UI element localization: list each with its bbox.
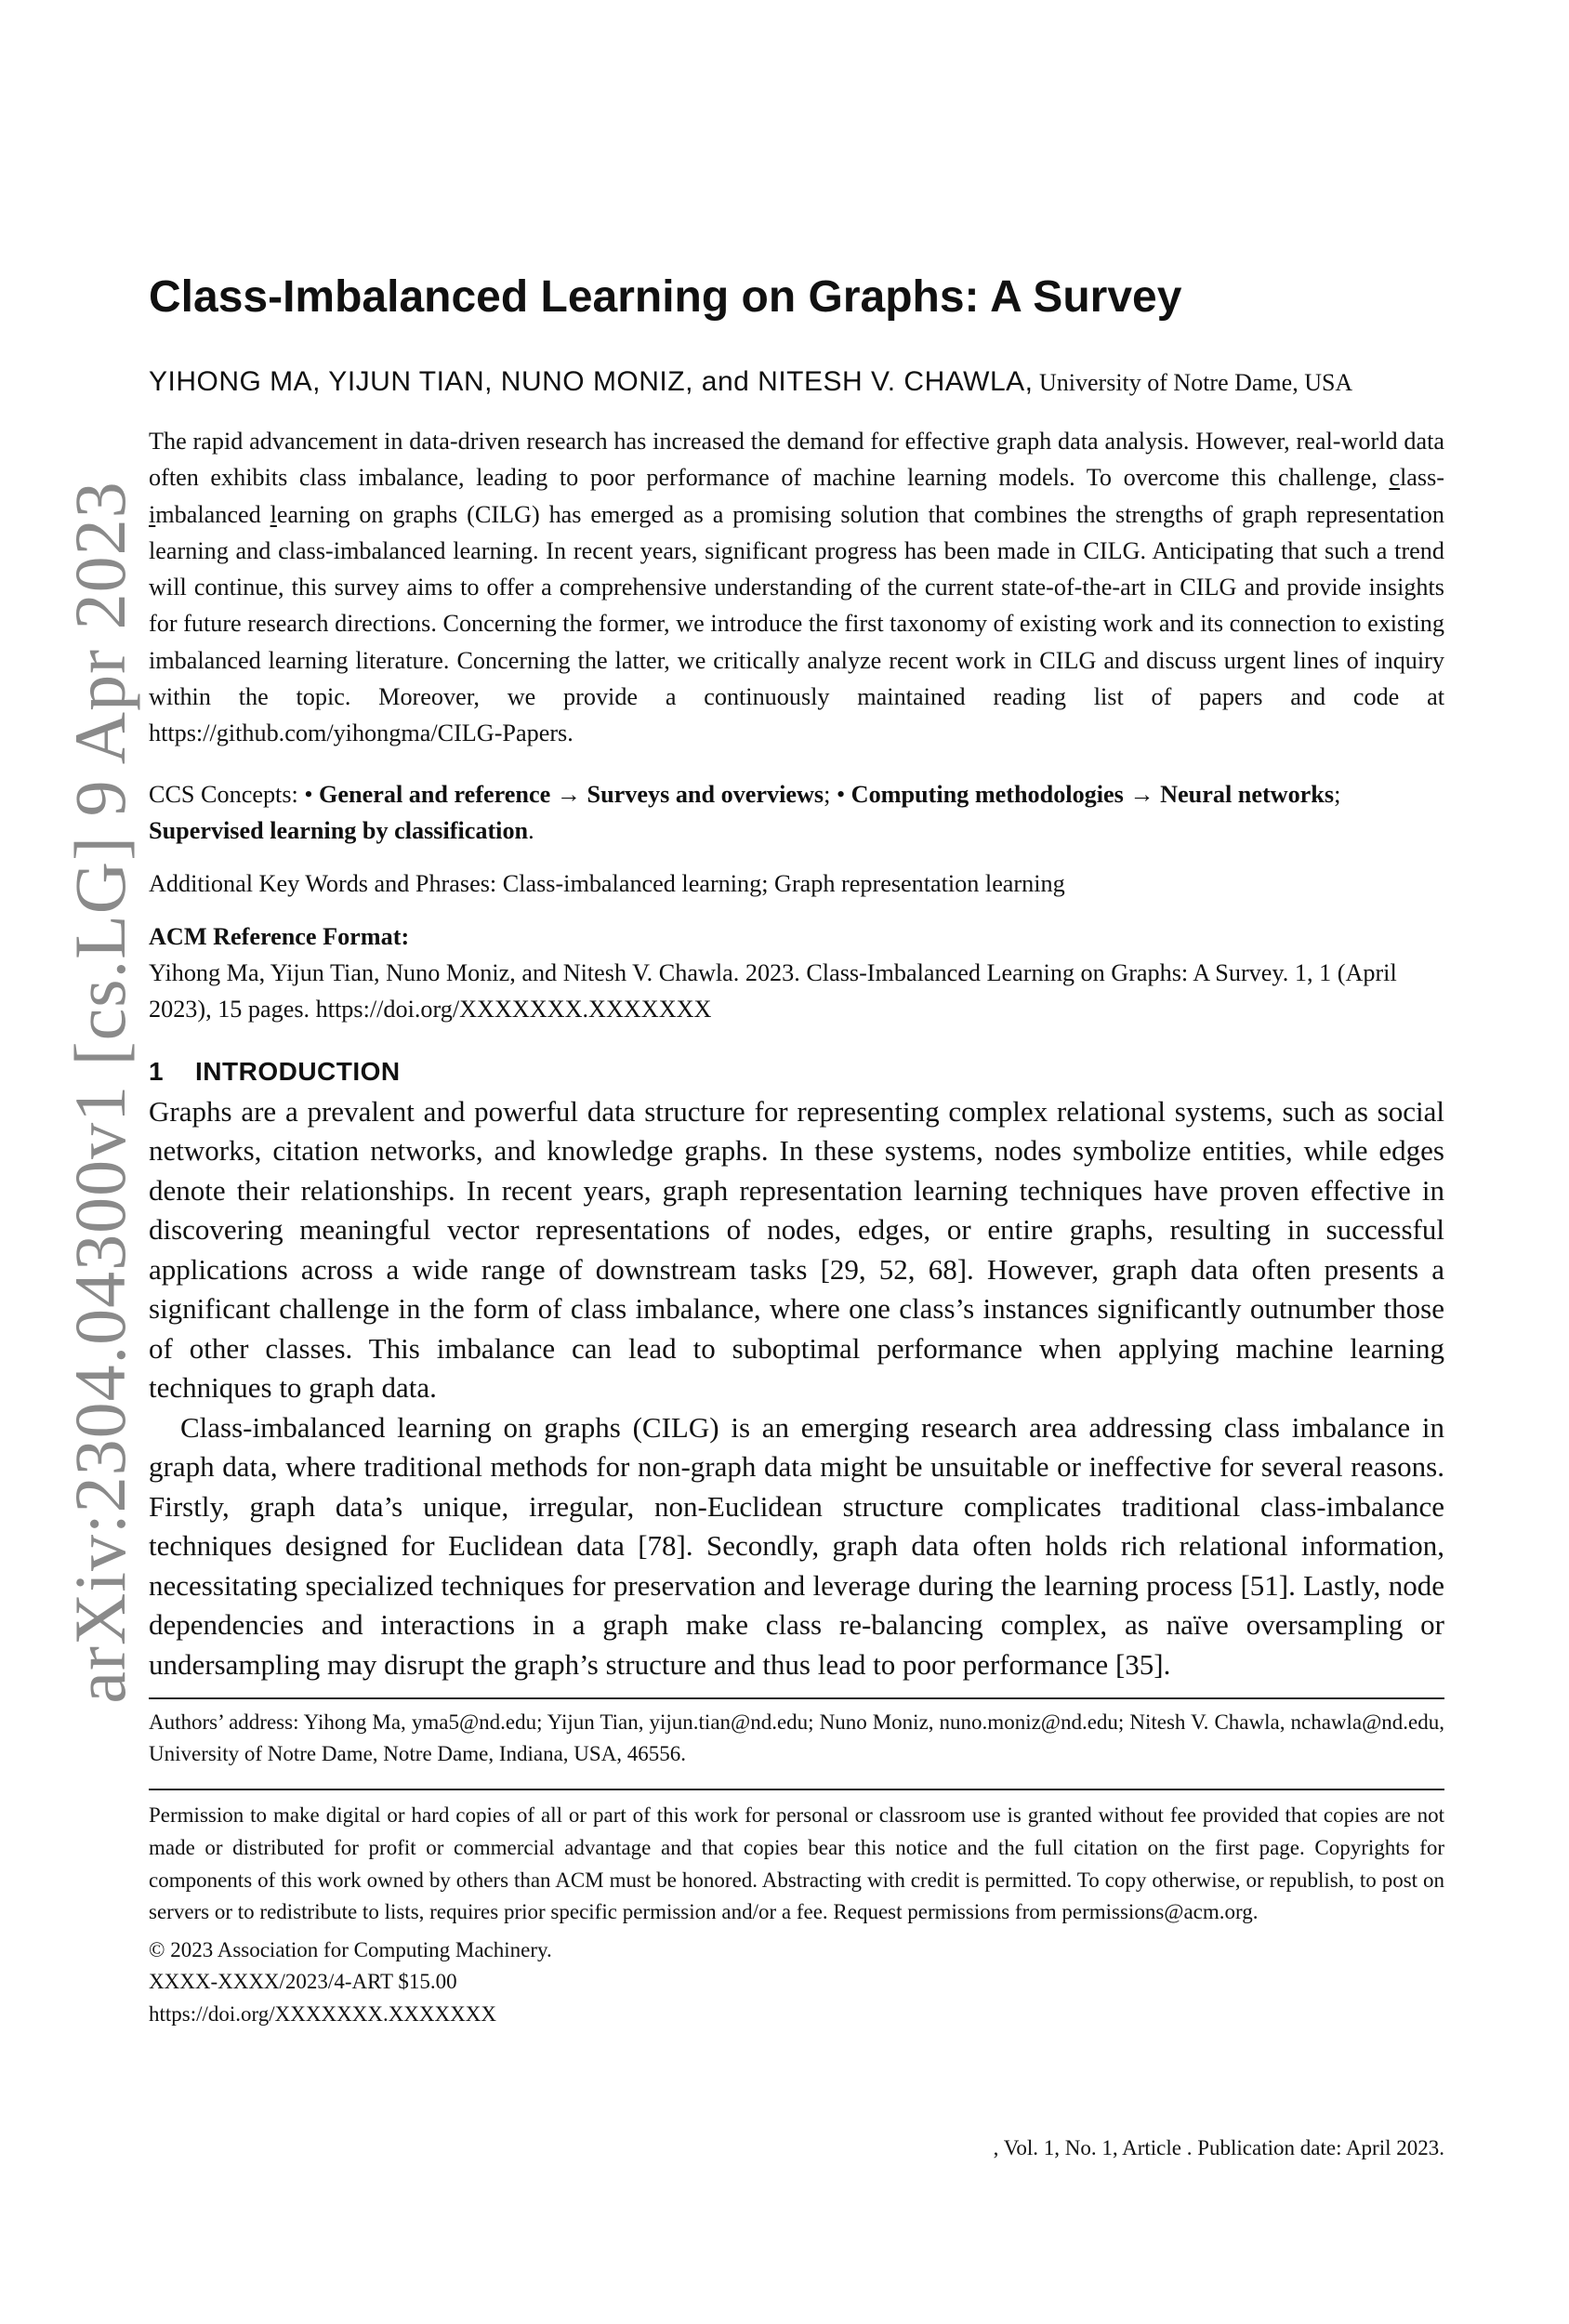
ccs-label: CCS Concepts: • <box>149 780 320 808</box>
abstract-text-2: lass- <box>1399 464 1444 492</box>
abstract-text-3: mbalanced <box>155 500 270 528</box>
permission-divider <box>149 1789 1444 1790</box>
ccs-concept-2: Computing methodologies → Neural networks <box>850 780 1335 808</box>
section-number: 1 <box>149 1056 165 1086</box>
section-heading-introduction <box>149 1051 1444 1092</box>
permission-notice: Permission to make digital or hard copies of all or part of this work for personal or classroom use is granted without fee provided that copies are not made or distributed for profit or commercial advantage and that copies bear this notice and the full citation on the first page. Copyrights for components of this work owned by others than ACM must be honored. Abstracting with credit is permitted. To copy otherwise, or republish, to post on servers or to redistribute to lists, requires prior specific permission and/or a fee. Request permissions from permissions@acm.org. <box>149 1803 1444 1924</box>
abstract-acronym-l: l <box>270 500 277 528</box>
acm-reference-format <box>149 918 1444 1027</box>
ccs-concepts <box>149 776 1444 849</box>
ccs-concept-1: General and reference → Surveys and overviews <box>319 780 824 808</box>
abstract-acronym-g: g <box>392 500 405 528</box>
intro-paragraph-2: Class-imbalanced learning on graphs (CILG) is an emerging research area addressing class imbalance in graph data, where traditional methods for non-graph data might be unsuitable or ineffective for several reasons. Firstly, graph data’s unique, irregular, non-Euclidean structure complicates traditional class-imbalance techniques designed for Euclidean data [78]. Secondly, graph data often holds rich relational information, necessitating specialized techniques for preservation and leverage during the learning process [51]. Lastly, node dependencies and interactions in a graph make class re-balancing complex, as naïve oversampling or undersampling may disrupt the graph’s structure and thus lead to poor performance [35]. <box>149 1410 1444 1681</box>
abstract-text-1: The rapid advancement in data-driven research has increased the demand for effective graph data analysis. However, real-world data often exhibits class imbalance, leading to poor performance of machine learning models. To overcome this challenge, <box>149 428 1444 492</box>
copyright-line: © 2023 Association for Computing Machinery. <box>149 1937 552 1961</box>
isbn-price-line: XXXX-XXXX/2023/4-ART $15.00 <box>149 1970 457 1994</box>
abstract <box>149 423 1444 752</box>
acm-reference-text: Yihong Ma, Yijun Tian, Nuno Moniz, and Nitesh V. Chawla. 2023. Class-Imbalanced Learning on Graphs: A Survey. 1, 1 (April 2023), 15 pages. https://doi.org/XXXXXXX.XXXXXXX <box>149 958 1397 1023</box>
abstract-acronym-i: i <box>149 500 156 528</box>
author-block <box>149 361 1444 404</box>
ccs-end: . <box>528 816 534 844</box>
abstract-text-4: earning on <box>276 500 393 528</box>
acm-reference-heading: ACM Reference Format: <box>149 922 410 950</box>
ccs-separator-1: ; • <box>824 780 851 808</box>
running-footer: , Vol. 1, No. 1, Article . Publication date: April 2023. <box>993 2136 1444 2159</box>
footnote-divider <box>149 1697 1444 1699</box>
intro-paragraph-1: Graphs are a prevalent and powerful data structure for representing complex relational systems, such as social networks, citation networks, and knowledge graphs. In these systems, nodes symbolize entities, while edges denote their relationships. In recent years, graph representation learning techniques have proven effective in discovering meaningful vector representations of nodes, edges, or entire graphs, resulting in successful applications across a wide range of downstream tasks [29, 52, 68]. However, graph data often presents a significant challenge in the form of class imbalance, where one class’s instances significantly outnumber those of other classes. This imbalance can lead to suboptimal performance when applying machine learning techniques to graph data. <box>149 1094 1444 1405</box>
author-affiliation: University of Notre Dame, USA <box>1039 369 1353 396</box>
doi-line: https://doi.org/XXXXXXX.XXXXXXX <box>149 2001 496 2026</box>
author-names: YIHONG MA, YIJUN TIAN, NUNO MONIZ, and NITESH V. CHAWLA, <box>149 366 1034 397</box>
section-title: INTRODUCTION <box>195 1056 401 1086</box>
ccs-separator-2: ; <box>1334 780 1341 808</box>
paper-title: Class-Imbalanced Learning on Graphs: A Survey <box>149 272 1182 322</box>
paper-page <box>149 270 1444 2031</box>
copyright-block <box>149 1934 1444 2031</box>
authors-address: Authors’ address: Yihong Ma, yma5@nd.edu; Yijun Tian, yijun.tian@nd.edu; Nuno Moniz, nuno.moniz@nd.edu; Nitesh V. Chawla, nchawla@nd.edu, University of Notre Dame, Notre Dame, Indiana, USA, 46556. <box>149 1710 1444 1766</box>
abstract-acronym-c: c <box>1389 464 1400 492</box>
keywords: Additional Key Words and Phrases: Class-imbalanced learning; Graph representation learning <box>149 869 1065 897</box>
arxiv-identifier-text: arXiv:2304.04300v1 [cs.LG] 9 Apr 2023 <box>59 481 140 1704</box>
ccs-concept-3: Supervised learning by classification <box>149 816 529 844</box>
abstract-text-5: raphs (CILG) has emerged as a promising solution that combines the strengths of graph representation learning and class-imbalanced learning. In recent years, significant progress has been made in CILG. Anticipating that such a trend will continue, this survey aims to offer a comprehensive understanding of the current state-of-the-art in CILG and provide insights for future research directions. Concerning the former, we introduce the first taxonomy of existing work and its connection to existing imbalanced learning literature. Concerning the latter, we critically analyze recent work in CILG and discuss urgent lines of inquiry within the topic. Moreover, we provide a continuously maintained reading list of papers and code at https://github.com/yihongma/CILG-Papers. <box>149 500 1444 747</box>
